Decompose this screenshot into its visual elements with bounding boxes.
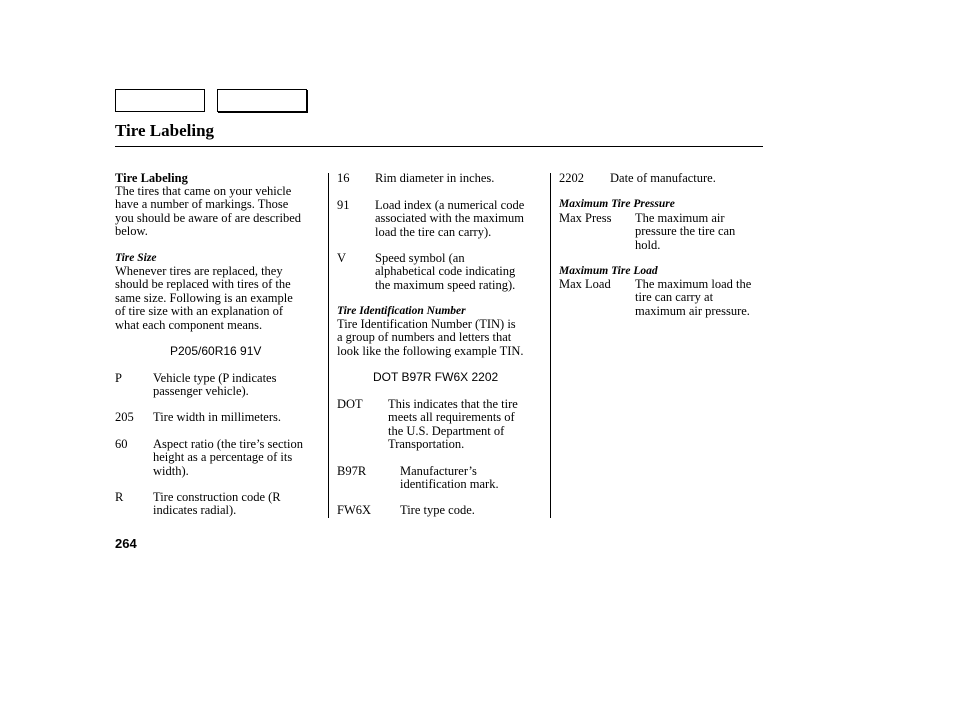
max-load-desc: The maximum load the tire can carry at maximum air pressure. (635, 277, 752, 318)
tire-size-code-p: P (115, 371, 122, 385)
subheading-max-pressure: Maximum Tire Pressure (559, 198, 675, 210)
tire-size-example: P205/60R16 91V (170, 344, 262, 358)
tire-size-code-v: V (337, 251, 347, 265)
tire-size-desc-r: Tire construction code (R indicates radial). (153, 490, 281, 518)
subheading-max-load: Maximum Tire Load (559, 265, 658, 277)
max-press-desc: The maximum air pressure the tire can hold. (635, 211, 736, 252)
tin-code-dot: DOT (337, 397, 363, 411)
page-title: Tire Labeling (115, 121, 215, 140)
subheading-tire-size: Tire Size (115, 252, 157, 264)
tire-size-desc-60: Aspect ratio (the tire’s section height as a percentage of its width). (153, 437, 303, 478)
section-heading-tire-labeling: Tire Labeling (115, 171, 188, 185)
tire-size-code-205: 205 (115, 410, 134, 424)
page-number: 264 (115, 536, 137, 551)
tin-paragraph: Tire Identification Number (TIN) is a group of numbers and letters that look like the following example TIN. (337, 317, 524, 358)
tire-size-paragraph: Whenever tires are replaced, they should be replaced with tires of the same size. Following is an example of tire size with an explanation of what each component means. (115, 264, 293, 332)
tire-size-desc-16: Rim diameter in inches. (375, 171, 495, 185)
title-rule (115, 146, 763, 147)
column-divider-1 (328, 173, 329, 518)
tire-size-desc-91: Load index (a numerical code associated with the maximum load the tire can carry). (375, 198, 525, 239)
intro-paragraph: The tires that came on your vehicle have a number of markings. Those you should be aware of are described below. (115, 184, 302, 239)
tin-code-2202: 2202 (559, 171, 584, 185)
max-load-code: Max Load (559, 277, 611, 291)
tin-desc-fw6x: Tire type code. (400, 503, 475, 517)
column-divider-2 (550, 173, 551, 518)
tire-size-code-60: 60 (115, 437, 128, 451)
tin-desc-2202: Date of manufacture. (610, 171, 716, 185)
tin-desc-dot: This indicates that the tire meets all requirements of the U.S. Department of Transportation. (388, 397, 518, 452)
tire-size-desc-205: Tire width in millimeters. (153, 410, 282, 424)
nav-box-right[interactable] (217, 89, 307, 112)
max-press-code: Max Press (559, 211, 612, 225)
tire-size-desc-p: Vehicle type (P indicates passenger vehicle). (153, 371, 277, 399)
tire-size-code-16: 16 (337, 171, 350, 185)
tire-size-code-91: 91 (337, 198, 350, 212)
tire-size-desc-v: Speed symbol (an alphabetical code indicating the maximum speed rating). (375, 251, 516, 292)
tin-desc-b97r: Manufacturer’s identification mark. (400, 464, 499, 492)
tin-example: DOT B97R FW6X 2202 (373, 370, 499, 384)
tire-size-code-r: R (115, 490, 124, 504)
tin-code-b97r: B97R (337, 464, 367, 478)
tin-code-fw6x: FW6X (337, 503, 372, 517)
nav-box-left[interactable] (115, 89, 205, 112)
subheading-tin: Tire Identification Number (337, 305, 466, 317)
